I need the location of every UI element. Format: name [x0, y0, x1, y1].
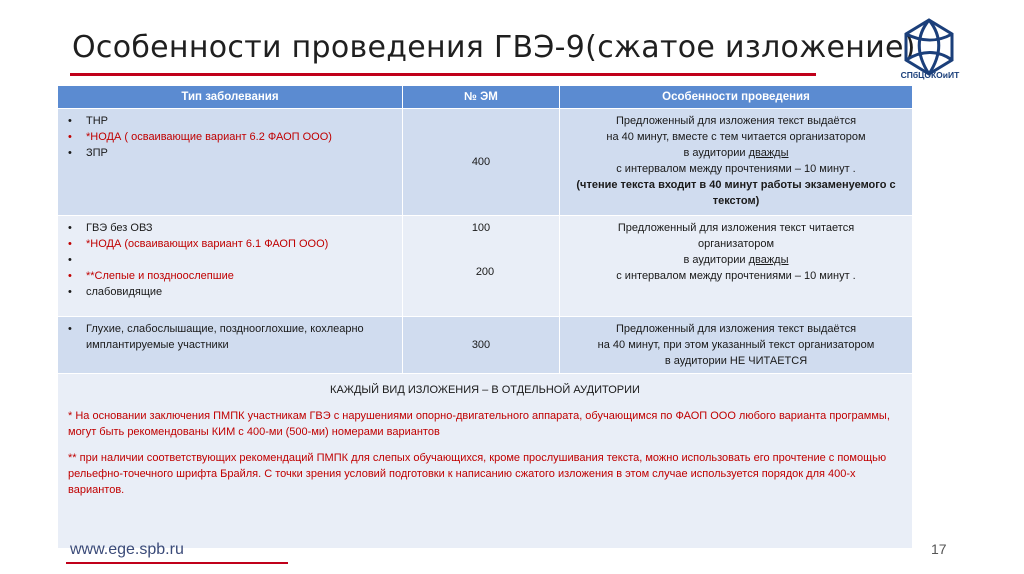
notes-heading: КАЖДЫЙ ВИД ИЗЛОЖЕНИЯ – В ОТДЕЛЬНОЙ АУДИТОРИИ	[330, 384, 640, 396]
desc-line: с интервалом между прочтениями – 10 минут .	[616, 163, 856, 175]
em-number: 300	[471, 339, 491, 351]
desc-line: в аудитории НЕ ЧИТАЕТСЯ	[664, 355, 808, 367]
desc-line: на 40 минут, вместе с тем читается организатором	[606, 131, 866, 143]
desc-line: Предложенный для изложения текст выдаётся	[615, 323, 857, 335]
desc-line: организатором	[697, 238, 775, 250]
row1-types	[58, 109, 403, 216]
desc-line	[566, 252, 906, 268]
em-number: 100	[471, 222, 491, 234]
table-header-row	[58, 86, 913, 109]
desc-emphasis: дважды	[748, 147, 789, 159]
desc-text: в аудитории	[683, 254, 749, 266]
row3-types	[58, 317, 403, 374]
list-item: • *НОДА ( осваивающие вариант 6.2 ФАОП ООО)	[64, 129, 396, 145]
row3-desc	[560, 317, 913, 374]
list-item: • ГВЭ без ОВЗ	[64, 220, 396, 236]
row1-em	[403, 109, 560, 216]
table-row	[58, 216, 913, 317]
title-underline	[70, 73, 816, 76]
logo-caption: СПбЦОКОиИТ	[900, 70, 960, 80]
slide-title: Особенности проведения ГВЭ-9(сжатое изложение)	[72, 30, 916, 65]
footer-url: www.ege.spb.ru	[70, 541, 184, 558]
desc-bold-note: (чтение текста входит в 40 минут работы экзаменуемого с текстом)	[576, 179, 896, 207]
header-em-number: № ЭМ	[403, 86, 560, 109]
desc-line: Предложенный для изложения текст читается	[617, 222, 855, 234]
em-number: 400	[471, 156, 491, 168]
row2-desc	[560, 216, 913, 317]
header-disease-type: Тип заболевания	[58, 86, 403, 109]
desc-line: на 40 минут, при этом указанный текст организатором	[597, 339, 875, 351]
desc-line: с интервалом между прочтениями – 10 минут .	[616, 270, 856, 282]
desc-line: Предложенный для изложения текст выдаётся	[615, 115, 857, 127]
em-number: 200	[475, 266, 495, 278]
table-row	[58, 374, 913, 549]
list-item: • ЗПР	[64, 145, 396, 161]
desc-line	[566, 145, 906, 161]
desc-emphasis: дважды	[748, 254, 789, 266]
list-item: • *НОДА (осваивающих вариант 6.1 ФАОП ООО)	[64, 236, 396, 252]
row3-em	[403, 317, 560, 374]
list-item: • Глухие, слабослышащие, позднооглохшие, кохлеарно имплантируемые участники	[64, 321, 396, 353]
exam-table	[57, 85, 913, 549]
row1-desc	[560, 109, 913, 216]
table-row	[58, 317, 913, 374]
table-row	[58, 109, 913, 216]
list-spacer	[64, 252, 396, 268]
list-item: • **Слепые и поздноослепшие	[64, 268, 396, 284]
row2-em	[403, 216, 560, 317]
list-item: • ТНР	[64, 113, 396, 129]
desc-text: в аудитории	[683, 147, 749, 159]
header-features: Особенности проведения	[560, 86, 913, 109]
note-footnote-1: * На основании заключения ПМПК участникам ГВЭ с нарушениями опорно-двигательного аппарата, обучающимся по ФАОП ООО любого варианта программы, могут быть рекомендованы КИМ с 400-ми (500-ми) номерами вариантов	[68, 410, 890, 438]
list-item: • слабовидящие	[64, 284, 396, 300]
row2-types	[58, 216, 403, 317]
note-footnote-2: ** при наличии соответствующих рекомендаций ПМПК для слепых обучающихся, кроме прослушивания текста, можно использовать его прочтение с помощью рельефно-точечного шрифта Брайля. С точки зрения условий подготовки к написанию сжатого изложения в этом случае используется порядок для 400-х вариантов.	[68, 452, 887, 496]
footer-underline	[66, 562, 288, 564]
notes-cell	[58, 374, 913, 549]
page-number: 17	[931, 541, 947, 557]
